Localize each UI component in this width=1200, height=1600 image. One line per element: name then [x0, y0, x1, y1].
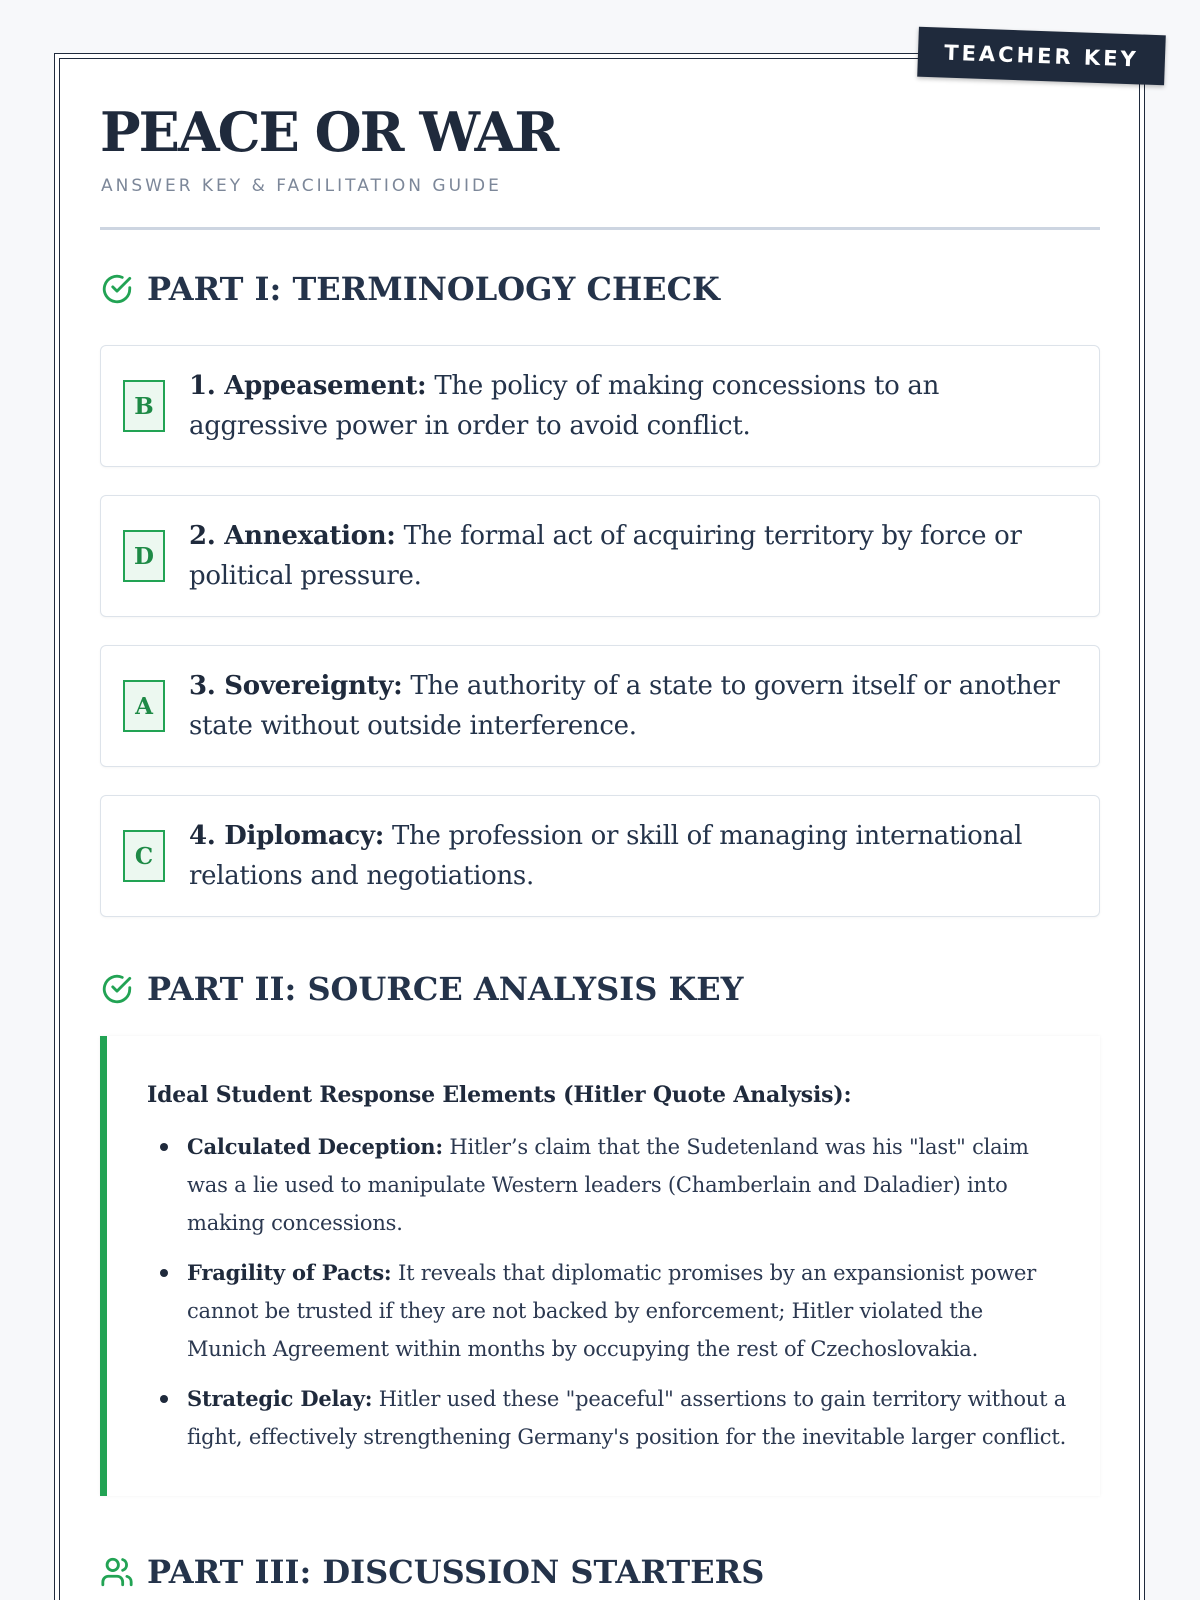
answer-letter: C	[123, 830, 165, 882]
bullet-label: Fragility of Pacts:	[187, 1260, 392, 1285]
list-item	[187, 1380, 1067, 1456]
page-subtitle: ANSWER KEY & FACILITATION GUIDE	[101, 176, 502, 196]
bullet-text: Hitler used these "peaceful" assertions to gain territory without a fight, effectively strengthening Germany's position for the inevitable larger conflict.	[187, 1387, 1067, 1449]
term-label: 1. Appeasement:	[189, 371, 427, 401]
teacher-key-badge: TEACHER KEY	[917, 27, 1166, 86]
page-title: PEACE OR WAR	[100, 100, 558, 164]
term-label: 2. Annexation:	[189, 521, 396, 551]
header-divider	[100, 227, 1100, 230]
bullet-label: Calculated Deception:	[187, 1134, 443, 1159]
check-circle-icon	[100, 972, 134, 1006]
bullet-text: Hitler’s claim that the Sudetenland was his "last" claim was a lie used to manipulate Western leaders (Chamberlain and Daladier) into making concessions.	[187, 1135, 1029, 1235]
term-definition: The formal act of acquiring territory by force or political pressure.	[189, 521, 1022, 591]
part2-heading	[100, 970, 744, 1008]
term-text	[189, 666, 1071, 746]
term-text	[189, 366, 1071, 446]
term-definition: The policy of making concessions to an aggressive power in order to avoid conflict.	[189, 371, 940, 441]
part1-heading-text: PART I: TERMINOLOGY CHECK	[147, 270, 720, 308]
check-circle-icon	[100, 272, 134, 306]
term-definition: The profession or skill of managing international relations and negotiations.	[189, 821, 1023, 891]
answer-letter: B	[123, 380, 165, 432]
term-card-2	[100, 495, 1100, 617]
answer-letter: A	[123, 680, 165, 732]
term-definition: The authority of a state to govern itself or another state without outside interference.	[189, 671, 1060, 741]
response-elements-list	[187, 1128, 1067, 1468]
answer-letter: D	[123, 530, 165, 582]
term-text	[189, 516, 1071, 596]
part3-heading	[100, 1553, 764, 1591]
term-card-3	[100, 645, 1100, 767]
list-item	[187, 1128, 1067, 1242]
part1-heading	[100, 270, 720, 308]
part2-heading-text: PART II: SOURCE ANALYSIS KEY	[147, 970, 744, 1008]
term-label: 3. Sovereignty:	[189, 671, 403, 701]
part3-heading-text: PART III: DISCUSSION STARTERS	[147, 1553, 765, 1591]
bullet-label: Strategic Delay:	[187, 1386, 373, 1411]
bullet-text: It reveals that diplomatic promises by an expansionist power cannot be trusted if they are not backed by enforcement; Hitler violated the Munich Agreement within months by occupying the rest of Czechoslovakia.	[187, 1261, 1037, 1361]
list-item	[187, 1254, 1067, 1368]
term-card-4	[100, 795, 1100, 917]
term-text	[189, 816, 1071, 896]
users-icon	[100, 1555, 134, 1589]
source-analysis-box	[100, 1036, 1100, 1496]
source-box-heading: Ideal Student Response Elements (Hitler Quote Analysis):	[147, 1082, 852, 1108]
term-label: 4. Diplomacy:	[189, 821, 385, 851]
term-card-1	[100, 345, 1100, 467]
